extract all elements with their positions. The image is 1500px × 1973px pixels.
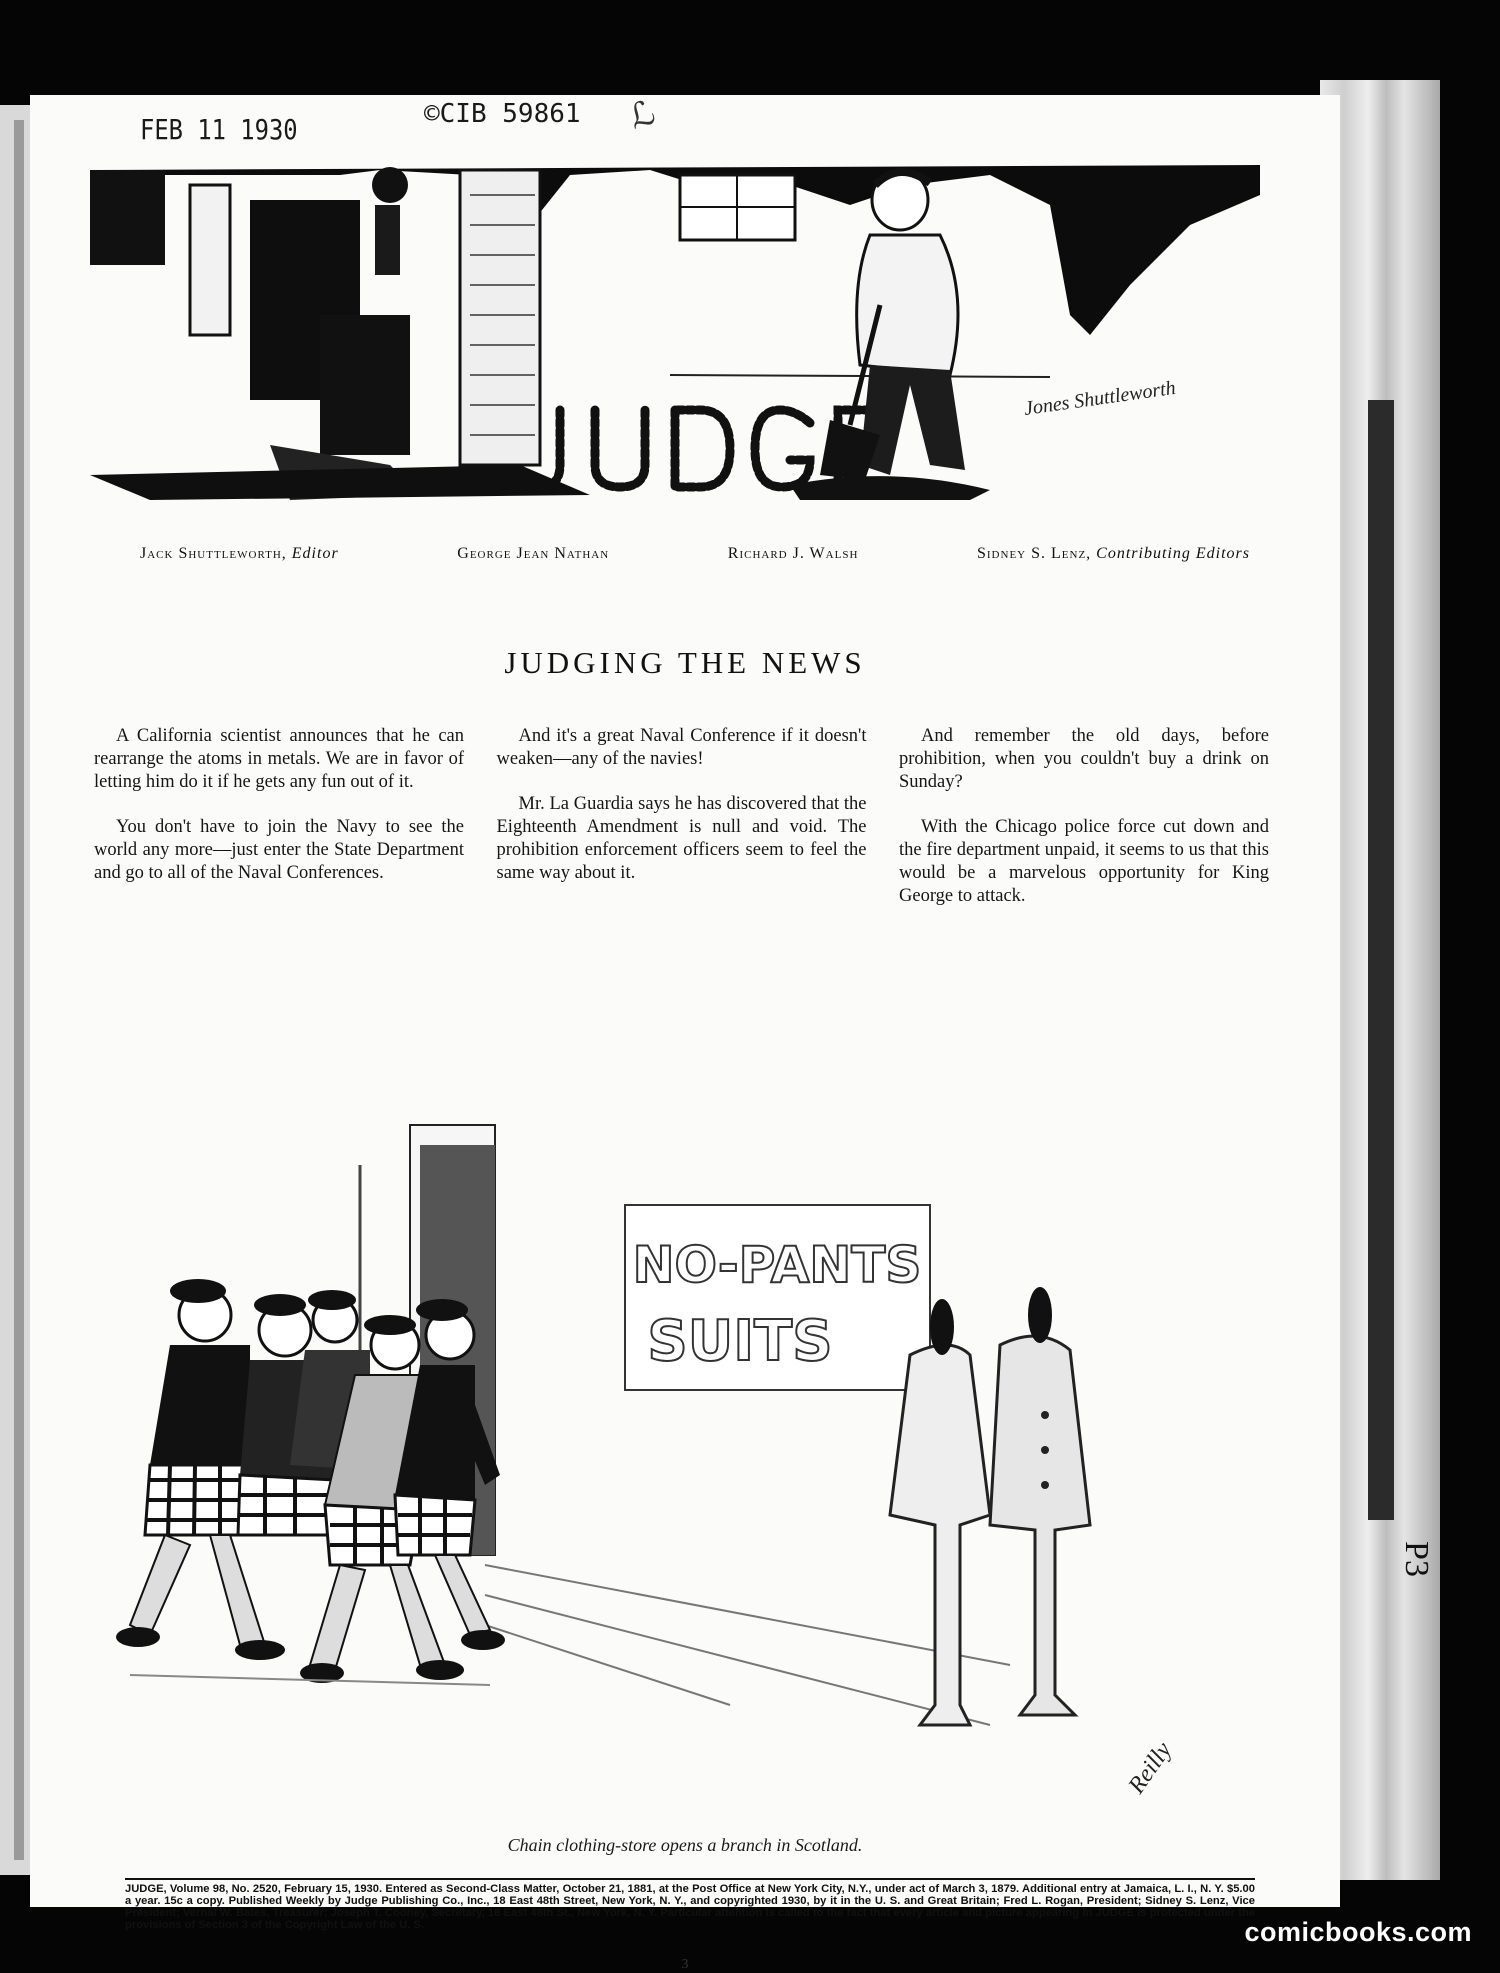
news-paragraph: With the Chicago police force cut down and the fire department unpaid, it seems to us that this would be a marvelous opportunity for King George to attack. xyxy=(899,817,1269,906)
svg-text:Jones Shuttleworth: Jones Shuttleworth xyxy=(1022,376,1177,420)
editor-credit: Sidney S. Lenz, Contributing Editors xyxy=(977,545,1250,562)
magazine-page xyxy=(30,92,1340,1972)
received-date-stamp: FEB 11 1930 xyxy=(140,113,298,146)
publication-notice: JUDGE, Volume 98, No. 2520, February 15, 1930. Entered as Second-Class Matter, October 21, 1881, at the Post Office at New York City, N.Y., under act of March 3, 1879. Additional entry at Jamaica, L. I., N. Y. $5.00 a year. 15c a copy. Published Weekly by Judge Publishing Co., Inc., 18 East 48th Street, New York, N. Y., and copyrighted 1930, by it in the U. S. and Great Britain; Fred L. Rogan, President; Sidney S. Lenz, Vice President; Vernal W. Bates, Treasurer; Joseph T. Cooney, Secretary, 18 East 48th St., New York, N. Y. Particular attention is called to the fact that every article and picture appearing in JUDGE is protected under the provisions of Section 3 of the Copyright Law of the U. S. xyxy=(125,1878,1255,1931)
news-paragraph: And it's a great Naval Conference if it doesn't weaken—any of the navies! xyxy=(496,726,867,769)
coal-shoveler-figure xyxy=(790,170,990,500)
news-column xyxy=(497,725,867,930)
svg-text:Reilly: Reilly xyxy=(1123,1737,1178,1799)
page-stack-shadow xyxy=(1368,400,1394,1520)
binding-edge xyxy=(14,120,24,1860)
editors-line xyxy=(140,545,1250,563)
margin-note: P3 xyxy=(1397,1541,1435,1577)
copyright-stamp: ©CIB 59861 xyxy=(424,99,581,129)
handwritten-mark: ℒ xyxy=(624,92,661,138)
page-number: 3 xyxy=(681,1957,689,1972)
news-paragraph: A California scientist announces that he can rearrange the atoms in metals. We are in favor of letting him do it if he gets any fun out of it. xyxy=(94,726,464,792)
news-paragraph: And remember the old days, before prohibition, when you couldn't buy a drink on Sunday? xyxy=(899,726,1269,792)
cartoon-caption: Chain clothing-store opens a branch in Scotland. xyxy=(507,1835,863,1855)
sign-line-2: SUITS xyxy=(647,1309,833,1374)
section-title: JUDGING THE NEWS xyxy=(504,645,866,680)
editor-credit: Jack Shuttleworth, Editor xyxy=(140,545,339,562)
masthead-illustration xyxy=(90,165,1260,505)
editor-credit: Richard J. Walsh xyxy=(727,545,859,562)
sign-line-1: NO-PANTS xyxy=(632,1236,922,1294)
mannequin-jackets xyxy=(890,1287,1090,1725)
news-column xyxy=(94,725,464,930)
editor-credit: George Jean Nathan xyxy=(457,545,610,562)
cartoon-illustration xyxy=(90,1105,1280,1825)
scotsmen-group xyxy=(116,1279,505,1683)
news-paragraph: You don't have to join the Navy to see the world any more—just enter the State Department and go to all of the Naval Conferences. xyxy=(94,817,464,883)
news-column xyxy=(899,725,1269,930)
news-columns xyxy=(94,725,1269,930)
site-watermark: comicbooks.com xyxy=(1244,1917,1472,1947)
news-paragraph: Mr. La Guardia says he has discovered that the Eighteenth Amendment is null and void. The prohibition enforcement officers seem to feel the same way about it. xyxy=(496,794,867,883)
